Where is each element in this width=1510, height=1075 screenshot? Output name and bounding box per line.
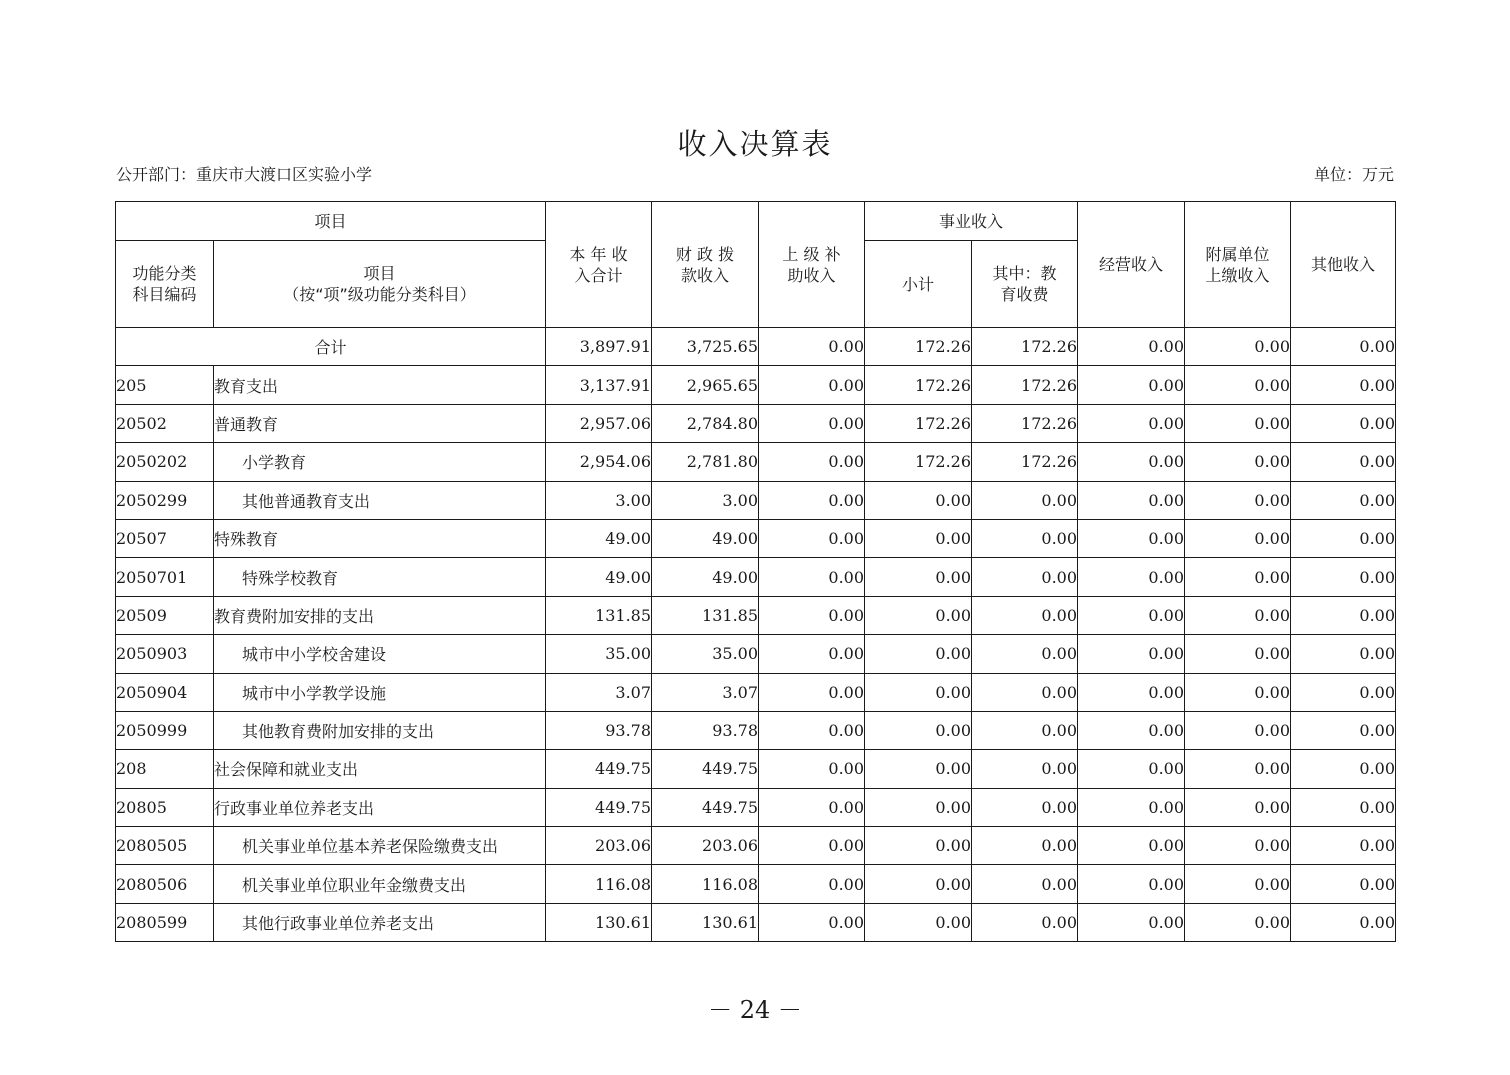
- row-value: 0.00: [759, 750, 865, 788]
- row-value: 0.00: [1185, 443, 1291, 481]
- row-value: 0.00: [865, 903, 972, 941]
- row-value: 0.00: [1185, 558, 1291, 596]
- row-value: 0.00: [972, 788, 1078, 826]
- row-value: 0.00: [1078, 404, 1185, 442]
- row-code: 20509: [116, 596, 214, 634]
- row-value: 0.00: [1291, 788, 1396, 826]
- table-row: [116, 481, 1396, 519]
- header-business-income: 事业收入: [865, 202, 1078, 241]
- row-value: 0.00: [972, 558, 1078, 596]
- row-name: 教育费附加安排的支出: [214, 596, 546, 634]
- row-value: 0.00: [972, 750, 1078, 788]
- total-label: 合计: [116, 328, 546, 366]
- row-code: 2080506: [116, 865, 214, 903]
- row-value: 0.00: [1291, 673, 1396, 711]
- row-value: 0.00: [972, 635, 1078, 673]
- row-value: 3.07: [546, 673, 652, 711]
- row-value: 35.00: [652, 635, 759, 673]
- row-code: 2050904: [116, 673, 214, 711]
- total-cell: 0.00: [1185, 328, 1291, 366]
- row-value: 0.00: [759, 903, 865, 941]
- row-name: 机关事业单位职业年金缴费支出: [214, 865, 546, 903]
- row-value: 0.00: [1185, 366, 1291, 404]
- row-code: 20507: [116, 519, 214, 557]
- row-value: 0.00: [759, 519, 865, 557]
- row-value: 0.00: [1291, 635, 1396, 673]
- row-value: 449.75: [546, 750, 652, 788]
- row-value: 172.26: [972, 404, 1078, 442]
- row-name: 行政事业单位养老支出: [214, 788, 546, 826]
- header-fiscal: 财 政 拨款收入: [652, 202, 759, 328]
- row-code: 2080505: [116, 827, 214, 865]
- row-name: 其他行政事业单位养老支出: [214, 903, 546, 941]
- row-value: 0.00: [1185, 481, 1291, 519]
- row-code: 2080599: [116, 903, 214, 941]
- row-value: 0.00: [972, 903, 1078, 941]
- row-value: 49.00: [652, 519, 759, 557]
- row-value: 49.00: [652, 558, 759, 596]
- table-row: [116, 788, 1396, 826]
- row-value: 0.00: [865, 788, 972, 826]
- row-value: 0.00: [865, 596, 972, 634]
- table-row: [116, 443, 1396, 481]
- row-value: 0.00: [865, 865, 972, 903]
- row-value: 172.26: [972, 443, 1078, 481]
- row-value: 172.26: [865, 366, 972, 404]
- row-value: 0.00: [1185, 750, 1291, 788]
- total-cell: 172.26: [865, 328, 972, 366]
- row-value: 203.06: [546, 827, 652, 865]
- row-name: 社会保障和就业支出: [214, 750, 546, 788]
- row-value: 0.00: [1185, 865, 1291, 903]
- row-value: 0.00: [1078, 366, 1185, 404]
- header-name: 项目 （按“项”级功能分类科目）: [214, 241, 546, 328]
- row-name: 教育支出: [214, 366, 546, 404]
- table-row: [116, 558, 1396, 596]
- row-value: 0.00: [972, 827, 1078, 865]
- row-value: 0.00: [1185, 635, 1291, 673]
- row-value: 0.00: [1078, 711, 1185, 749]
- row-value: 0.00: [865, 673, 972, 711]
- header-operating-income: 经营收入: [1078, 202, 1185, 328]
- total-cell: 0.00: [1078, 328, 1185, 366]
- row-code: 208: [116, 750, 214, 788]
- table-row: [116, 635, 1396, 673]
- table-row: [116, 865, 1396, 903]
- row-name: 普通教育: [214, 404, 546, 442]
- row-value: 3.00: [652, 481, 759, 519]
- row-value: 35.00: [546, 635, 652, 673]
- row-value: 93.78: [546, 711, 652, 749]
- row-value: 0.00: [972, 519, 1078, 557]
- total-cell: 0.00: [1291, 328, 1396, 366]
- row-value: 0.00: [1185, 596, 1291, 634]
- table-row: [116, 404, 1396, 442]
- row-name: 小学教育: [214, 443, 546, 481]
- table-row: [116, 711, 1396, 749]
- income-table: [115, 201, 1396, 942]
- row-value: 116.08: [652, 865, 759, 903]
- row-name: 其他普通教育支出: [214, 481, 546, 519]
- row-value: 2,784.80: [652, 404, 759, 442]
- row-value: 0.00: [1078, 558, 1185, 596]
- row-value: 0.00: [1291, 481, 1396, 519]
- total-cell: 3,725.65: [652, 328, 759, 366]
- row-name: 特殊教育: [214, 519, 546, 557]
- row-value: 2,965.65: [652, 366, 759, 404]
- row-value: 131.85: [652, 596, 759, 634]
- row-code: 20502: [116, 404, 214, 442]
- row-value: 0.00: [1185, 827, 1291, 865]
- row-value: 203.06: [652, 827, 759, 865]
- row-value: 0.00: [865, 635, 972, 673]
- row-value: 3,137.91: [546, 366, 652, 404]
- header-education-fee: 其中：教育收费: [972, 241, 1078, 328]
- total-cell: 3,897.91: [546, 328, 652, 366]
- row-value: 0.00: [759, 443, 865, 481]
- header-item-group: 项目: [116, 202, 546, 241]
- row-value: 0.00: [1078, 865, 1185, 903]
- header-other-income: 其他收入: [1291, 202, 1396, 328]
- row-value: 0.00: [1291, 519, 1396, 557]
- row-value: 0.00: [1291, 711, 1396, 749]
- unit-label: 单位：万元: [1313, 165, 1394, 184]
- row-value: 93.78: [652, 711, 759, 749]
- row-value: 0.00: [972, 596, 1078, 634]
- row-value: 0.00: [759, 635, 865, 673]
- row-value: 2,957.06: [546, 404, 652, 442]
- header-total-income: 本 年 收入合计: [546, 202, 652, 328]
- row-value: 0.00: [759, 596, 865, 634]
- total-cell: 0.00: [759, 328, 865, 366]
- table-row: [116, 519, 1396, 557]
- row-code: 2050999: [116, 711, 214, 749]
- row-value: 130.61: [546, 903, 652, 941]
- row-value: 2,954.06: [546, 443, 652, 481]
- row-value: 0.00: [1078, 827, 1185, 865]
- total-cell: 172.26: [972, 328, 1078, 366]
- row-value: 0.00: [1078, 443, 1185, 481]
- row-value: 0.00: [1185, 673, 1291, 711]
- row-value: 0.00: [1078, 519, 1185, 557]
- row-value: 0.00: [1185, 903, 1291, 941]
- row-value: 2,781.80: [652, 443, 759, 481]
- row-value: 0.00: [1078, 635, 1185, 673]
- row-name: 城市中小学教学设施: [214, 673, 546, 711]
- row-value: 0.00: [1291, 558, 1396, 596]
- row-value: 49.00: [546, 558, 652, 596]
- row-name: 城市中小学校舍建设: [214, 635, 546, 673]
- header-subtotal: 小计: [865, 241, 972, 328]
- row-code: 2050903: [116, 635, 214, 673]
- row-value: 0.00: [1185, 519, 1291, 557]
- row-value: 0.00: [865, 519, 972, 557]
- row-value: 0.00: [865, 481, 972, 519]
- row-code: 2050202: [116, 443, 214, 481]
- page-title: 收入决算表: [677, 127, 833, 161]
- row-value: 0.00: [865, 827, 972, 865]
- table-row: [116, 903, 1396, 941]
- table-row: [116, 596, 1396, 634]
- row-value: 0.00: [1078, 596, 1185, 634]
- table-header: [116, 202, 1396, 328]
- row-value: 0.00: [759, 404, 865, 442]
- row-value: 0.00: [972, 673, 1078, 711]
- total-row: [116, 328, 1396, 366]
- row-value: 0.00: [1078, 788, 1185, 826]
- row-value: 0.00: [865, 558, 972, 596]
- page-number: － 24 －: [708, 996, 802, 1024]
- table-row: [116, 366, 1396, 404]
- row-code: 2050701: [116, 558, 214, 596]
- row-value: 0.00: [972, 865, 1078, 903]
- row-value: 172.26: [972, 366, 1078, 404]
- row-value: 130.61: [652, 903, 759, 941]
- row-value: 0.00: [759, 366, 865, 404]
- row-value: 0.00: [759, 788, 865, 826]
- row-value: 0.00: [1078, 750, 1185, 788]
- row-code: 2050299: [116, 481, 214, 519]
- row-value: 0.00: [1291, 903, 1396, 941]
- row-value: 3.07: [652, 673, 759, 711]
- table-row: [116, 750, 1396, 788]
- row-value: 172.26: [865, 443, 972, 481]
- row-value: 131.85: [546, 596, 652, 634]
- table-row: [116, 827, 1396, 865]
- row-code: 20805: [116, 788, 214, 826]
- row-value: 0.00: [759, 558, 865, 596]
- row-code: 205: [116, 366, 214, 404]
- row-value: 0.00: [1291, 596, 1396, 634]
- row-value: 172.26: [865, 404, 972, 442]
- row-value: 0.00: [1185, 788, 1291, 826]
- row-value: 0.00: [759, 827, 865, 865]
- row-name: 特殊学校教育: [214, 558, 546, 596]
- row-value: 449.75: [652, 750, 759, 788]
- row-value: 0.00: [1078, 481, 1185, 519]
- department-label: 公开部门：重庆市大渡口区实验小学: [116, 165, 373, 184]
- row-value: 0.00: [1078, 903, 1185, 941]
- row-value: 0.00: [759, 481, 865, 519]
- row-value: 0.00: [1078, 673, 1185, 711]
- row-value: 0.00: [865, 711, 972, 749]
- row-value: 0.00: [865, 750, 972, 788]
- row-value: 0.00: [1185, 404, 1291, 442]
- row-value: 3.00: [546, 481, 652, 519]
- row-value: 449.75: [652, 788, 759, 826]
- row-value: 49.00: [546, 519, 652, 557]
- row-name: 其他教育费附加安排的支出: [214, 711, 546, 749]
- table-row: [116, 673, 1396, 711]
- header-affiliated-income: 附属单位上缴收入: [1185, 202, 1291, 328]
- row-value: 0.00: [1291, 404, 1396, 442]
- row-value: 0.00: [759, 711, 865, 749]
- row-value: 0.00: [1291, 750, 1396, 788]
- row-value: 0.00: [1185, 711, 1291, 749]
- row-value: 0.00: [972, 481, 1078, 519]
- row-value: 0.00: [1291, 827, 1396, 865]
- row-value: 0.00: [1291, 865, 1396, 903]
- row-value: 0.00: [759, 673, 865, 711]
- row-value: 0.00: [1291, 366, 1396, 404]
- row-value: 116.08: [546, 865, 652, 903]
- header-superior-subsidy: 上 级 补助收入: [759, 202, 865, 328]
- row-value: 0.00: [972, 711, 1078, 749]
- row-name: 机关事业单位基本养老保险缴费支出: [214, 827, 546, 865]
- row-value: 0.00: [759, 865, 865, 903]
- table-body: [116, 328, 1396, 942]
- row-value: 449.75: [546, 788, 652, 826]
- header-code: 功能分类科目编码: [116, 241, 214, 328]
- row-value: 0.00: [1291, 443, 1396, 481]
